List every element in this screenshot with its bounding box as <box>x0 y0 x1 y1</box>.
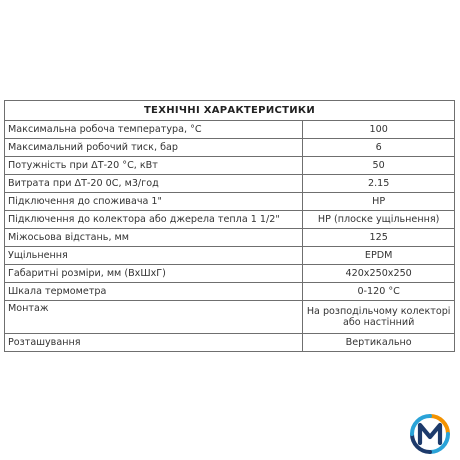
spec-name: Міжосьова відстань, мм <box>5 229 303 247</box>
brand-logo-icon <box>408 412 452 456</box>
table-row <box>5 193 455 211</box>
spec-value: 125 <box>303 229 455 247</box>
spec-value: 50 <box>303 157 455 175</box>
spec-name: Витрата при ΔТ-20 0С, м3/год <box>5 175 303 193</box>
spec-name: Підключення до колектора або джерела тепла 1 1/2" <box>5 211 303 229</box>
spec-value: 420x250x250 <box>303 265 455 283</box>
spec-name: Максимальна робоча температура, °С <box>5 121 303 139</box>
table-title: ТЕХНІЧНІ ХАРАКТЕРИСТИКИ <box>5 101 455 121</box>
table-row <box>5 157 455 175</box>
table-row <box>5 211 455 229</box>
table-row <box>5 265 455 283</box>
spec-value: Вертикально <box>303 334 455 352</box>
table-header-row <box>5 101 455 121</box>
table-row <box>5 247 455 265</box>
table-row <box>5 121 455 139</box>
spec-name: Підключення до споживача 1" <box>5 193 303 211</box>
table-row <box>5 283 455 301</box>
specifications-table <box>4 100 455 352</box>
table-row <box>5 229 455 247</box>
spec-name: Ущільнення <box>5 247 303 265</box>
spec-name: Монтаж <box>5 301 303 334</box>
spec-value: 100 <box>303 121 455 139</box>
spec-name: Розташування <box>5 334 303 352</box>
spec-value: НР (плоске ущільнення) <box>303 211 455 229</box>
spec-value: 6 <box>303 139 455 157</box>
table-row <box>5 301 455 334</box>
brand-logo <box>408 412 452 456</box>
spec-value: 2.15 <box>303 175 455 193</box>
spec-value: 0-120 °С <box>303 283 455 301</box>
spec-value: НР <box>303 193 455 211</box>
spec-value: На розподільчому колекторі або настінний <box>303 301 455 334</box>
table-row <box>5 334 455 352</box>
spec-name: Шкала термометра <box>5 283 303 301</box>
table-row <box>5 175 455 193</box>
spec-name: Потужність при ΔТ-20 °С, кВт <box>5 157 303 175</box>
spec-name: Максимальний робочий тиск, бар <box>5 139 303 157</box>
spec-value: EPDM <box>303 247 455 265</box>
table-row <box>5 139 455 157</box>
spec-name: Габаритні розміри, мм (ВхШхГ) <box>5 265 303 283</box>
